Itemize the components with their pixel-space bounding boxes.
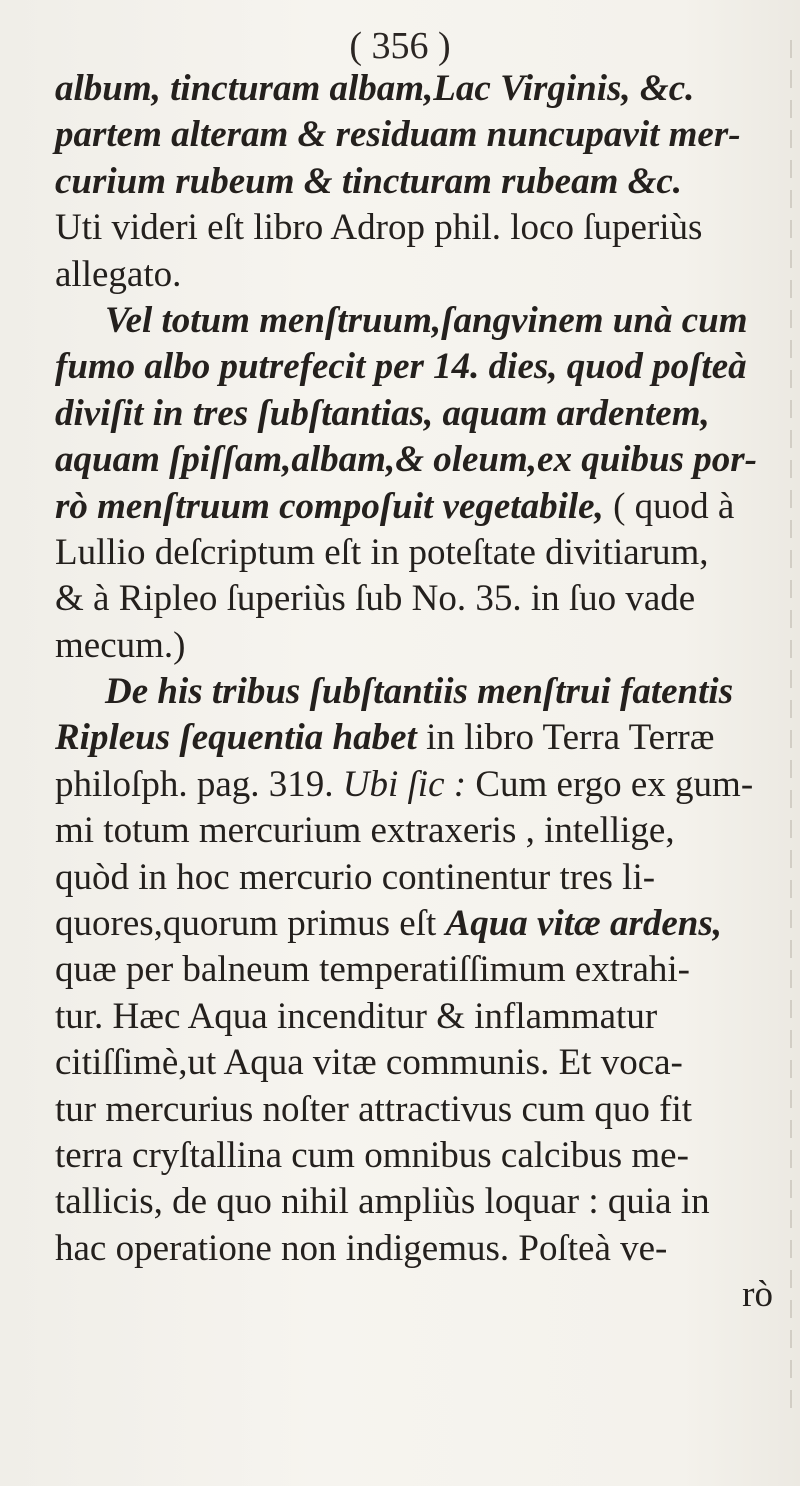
text-line (55, 808, 795, 854)
text-segment: diviſit in tres ſubſtantias, aquam ardentem, (55, 392, 710, 434)
text-segment: tur mercurius noſter attractivus cum quo fit (55, 1088, 693, 1130)
text-line (55, 1226, 795, 1272)
text-line (55, 947, 795, 993)
page-number: ( 356 ) (349, 25, 451, 67)
text-line (55, 1087, 795, 1133)
text-segment: aquam ſpiſſam,albam,& oleum,ex quibus por- (55, 439, 758, 481)
text-segment: Ubi ſic : (342, 763, 476, 805)
text-line (55, 484, 795, 530)
text-segment: Ripleus ſequentia habet (55, 717, 427, 759)
text-segment: allegato. (55, 253, 182, 295)
text-line (55, 576, 795, 622)
text-segment: Aqua vitæ ardens, (445, 903, 723, 945)
text-line (55, 623, 795, 669)
text-segment: Vel totum menſtruum,ſangvinem unà cum (105, 299, 748, 341)
text-line (55, 1179, 795, 1225)
text-line (55, 715, 795, 761)
text-segment: quæ per balneum temperatiſſimum extrahi- (55, 949, 690, 991)
text-line (55, 298, 795, 344)
text-line (55, 344, 795, 390)
text-segment: tallicis, de quo nihil ampliùs loquar : quia in (55, 1181, 710, 1223)
text-segment: curium rubeum & tincturam rubeam &c. (55, 160, 683, 202)
text-segment: rò menſtruum compoſuit vegetabile, (55, 485, 614, 527)
text-line (55, 252, 795, 298)
text-line (55, 159, 795, 205)
text-line (55, 112, 795, 158)
text-segment: De his tribus ſubſtantiis menſtrui fatentis (105, 671, 734, 713)
text-segment: tur. Hæc Aqua incenditur & inflammatur (55, 995, 658, 1037)
text-line (55, 1272, 795, 1318)
text-segment: mi totum mercurium extraxeris , intellige, (55, 810, 675, 852)
text-segment: citiſſimè,ut Aqua vitæ communis. Et voca- (55, 1042, 683, 1084)
text-segment: terra cryſtallina cum omnibus calcibus me- (55, 1134, 689, 1176)
text-segment: album, tincturam albam,Lac Virginis, &c. (55, 68, 695, 109)
text-line (55, 205, 795, 251)
text-line (55, 66, 795, 112)
text-segment: quores,quorum primus eſt (55, 903, 446, 945)
text-line (55, 901, 795, 947)
text-segment: Uti videri eſt libro Adrop phil. loco ſuperiùs (55, 207, 703, 249)
text-segment: mecum.) (55, 624, 186, 666)
text-line (55, 437, 795, 483)
text-segment: philoſph. pag. 319. (55, 763, 343, 805)
text-line (55, 530, 795, 576)
text-line (55, 669, 795, 715)
text-segment: hac operatione non indigemus. Poſteà ve- (55, 1227, 668, 1269)
text-segment: in libro Terra Terræ (426, 717, 715, 759)
text-segment: quòd in hoc mercurio continentur tres li- (55, 856, 656, 898)
text-line (55, 391, 795, 437)
text-segment: Lullio deſcriptum eſt in poteſtate divitiarum, (55, 531, 709, 573)
text-segment: ( quod à (613, 485, 735, 527)
body-text (55, 66, 795, 1319)
text-segment: & à Ripleo ſuperiùs ſub No. 35. in ſuo vade (55, 578, 696, 620)
text-line (55, 762, 795, 808)
text-segment: Cum ergo ex gum- (475, 763, 754, 805)
text-line (55, 1133, 795, 1179)
text-line (55, 855, 795, 901)
text-segment: partem alteram & residuam nuncupavit mer- (55, 114, 741, 156)
text-line (55, 1040, 795, 1086)
text-segment: fumo albo putrefecit per 14. dies, quod poſteà (55, 346, 747, 388)
text-segment: rò (742, 1274, 773, 1316)
text-line (55, 994, 795, 1040)
